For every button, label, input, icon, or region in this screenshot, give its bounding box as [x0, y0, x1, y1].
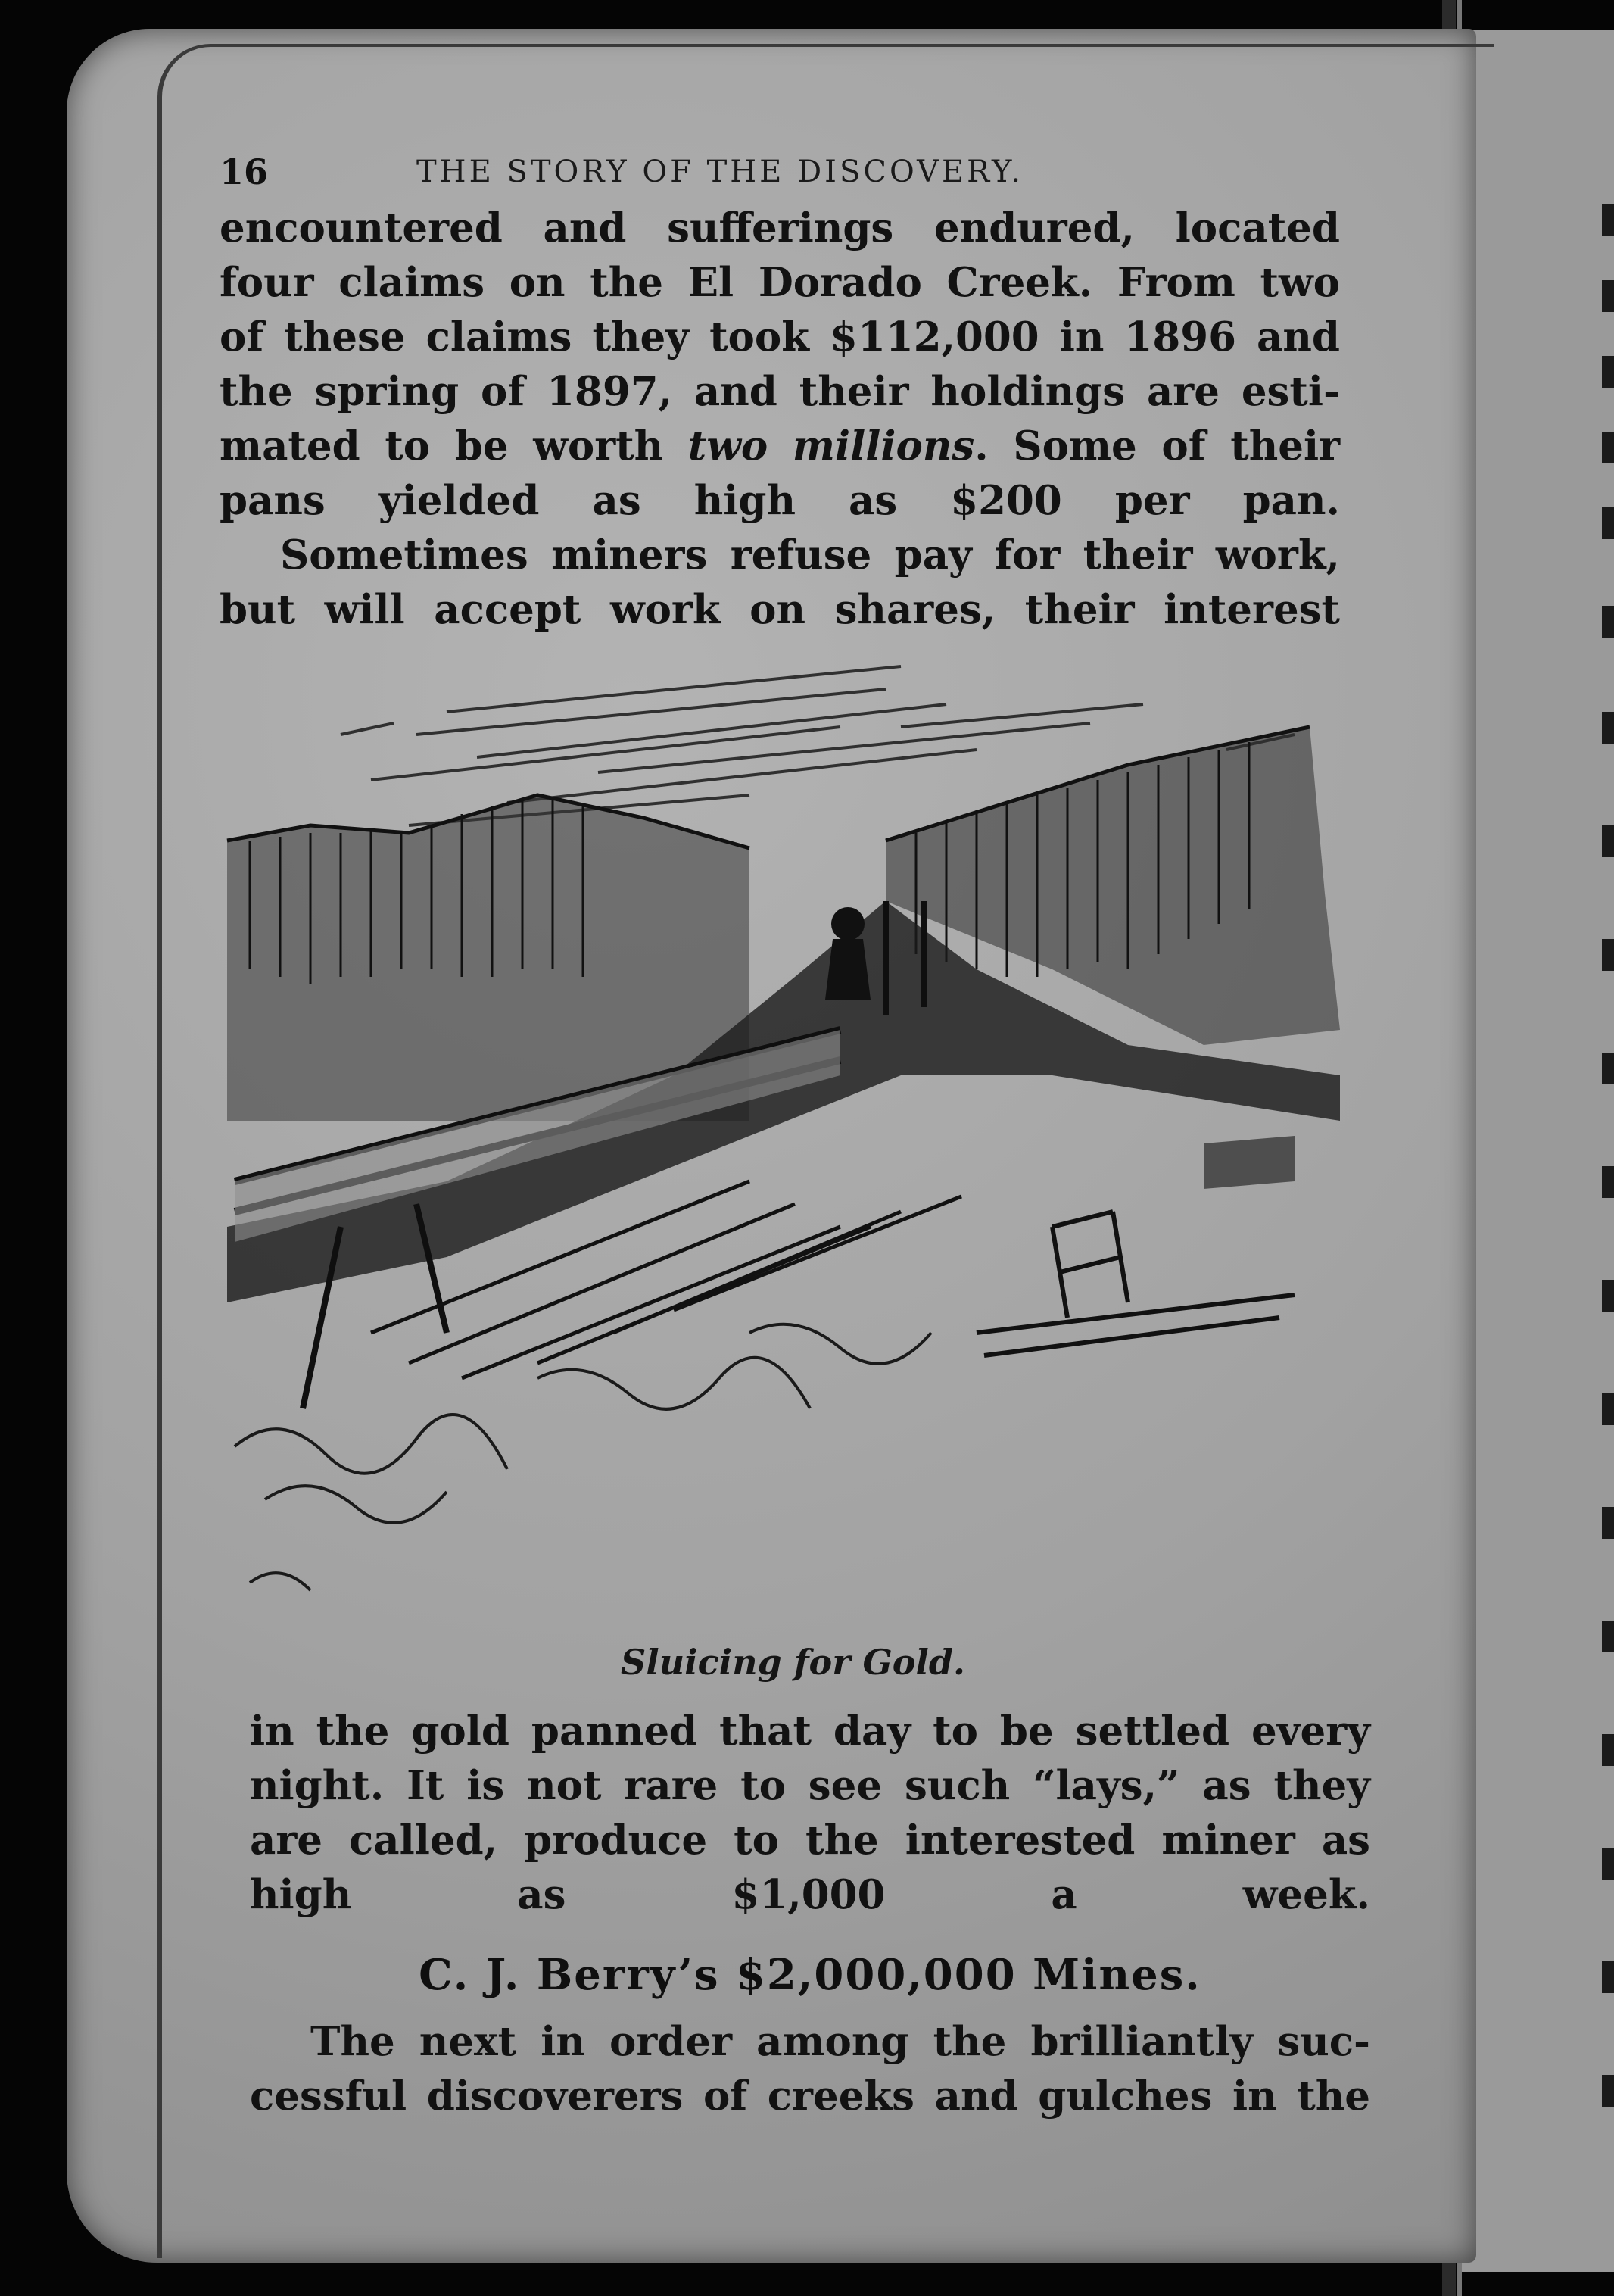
running-title: THE STORY OF THE DISCOVERY.	[416, 154, 1024, 189]
body-text-bottom	[250, 1704, 1370, 1922]
paragraph	[250, 2014, 1370, 2123]
sluicing-illustration	[220, 651, 1378, 1636]
text-segment: mated to be worth	[220, 423, 664, 469]
text-line: pans yielded as high as $200 per pan.	[220, 477, 1340, 524]
text-line: the spring of 1897, and their holdings are esti-	[220, 368, 1340, 415]
body-text-top	[220, 201, 1340, 637]
facing-page-fragment	[1462, 30, 1614, 2272]
section-heading: C. J. Berry’s $2,000,000 Mines.	[419, 1950, 1201, 2000]
illustration-caption: Sluicing for Gold.	[621, 1642, 966, 1683]
text-line: of these claims they took $112,000 in 1896 and	[220, 314, 1340, 360]
text-line: high as $1,000 a week.	[250, 1871, 1370, 1918]
text-line: four claims on the El Dorado Creek. From two	[220, 259, 1340, 306]
text-line: cessful discoverers of creeks and gulches in the	[250, 2073, 1370, 2120]
text-line: The next in order among the brilliantly suc-	[310, 2018, 1370, 2065]
italic-phrase: two millions	[687, 423, 975, 469]
body-text-end	[250, 2014, 1370, 2123]
text-line: but will accept work on shares, their interest	[220, 586, 1340, 633]
text-line: night. It is not rare to see such “lays,” as they	[250, 1762, 1370, 1809]
paragraph	[250, 1704, 1370, 1922]
text-segment: . Some of their	[974, 423, 1341, 469]
text-line: are called, produce to the interested miner as	[250, 1817, 1370, 1864]
text-line-with-italic	[220, 419, 1340, 473]
page-number: 16	[220, 151, 269, 192]
text-line: encountered and sufferings endured, located	[220, 204, 1340, 251]
text-line: in the gold panned that day to be settled every	[250, 1708, 1370, 1755]
paragraph	[220, 528, 1340, 637]
paragraph	[220, 201, 1340, 528]
text-line: Sometimes miners refuse pay for their work,	[280, 532, 1340, 579]
